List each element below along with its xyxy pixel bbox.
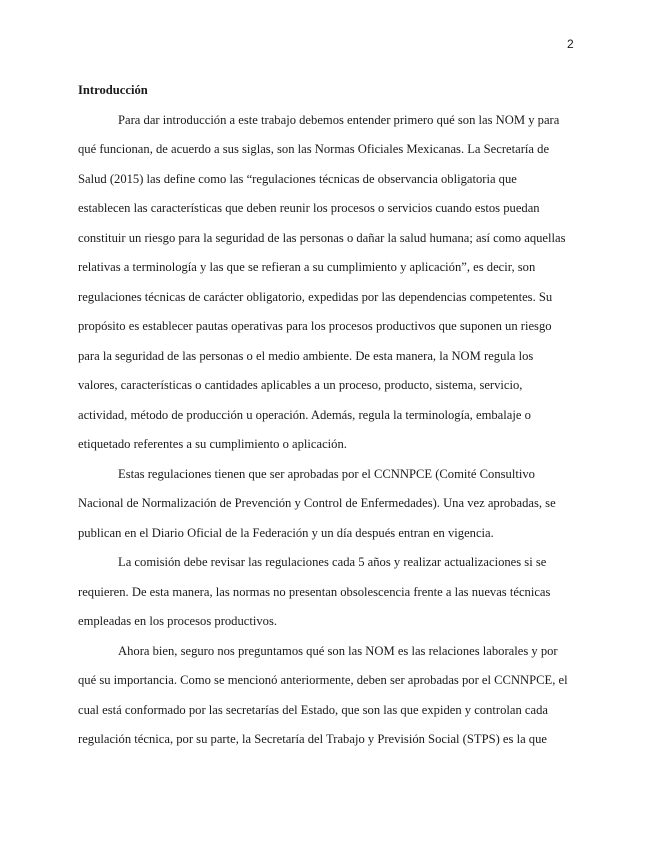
line: empleadas en los procesos productivos. [78, 614, 278, 628]
line: valores, características o cantidades aplicables a un proceso, producto, sistema, servicio, [78, 378, 523, 392]
paragraph-1 [78, 106, 576, 460]
line: etiquetado referentes a su cumplimiento o aplicación. [78, 437, 347, 451]
line: para la seguridad de las personas o el medio ambiente. De esta manera, la NOM regula los [78, 348, 534, 363]
line: establecen las características que deben reunir los procesos o servicios cuando estos puedan [78, 201, 540, 215]
line: regulaciones técnicas de carácter obligatorio, expedidas por las dependencias competentes. Su [78, 289, 553, 304]
line: Para dar introducción a este trabajo debemos entender primero qué son las NOM y para [118, 112, 560, 127]
line: constituir un riesgo para la seguridad de las personas o dañar la salud humana; así como aquellas [78, 230, 566, 245]
line: Ahora bien, seguro nos preguntamos qué son las NOM es las relaciones laborales y por [118, 643, 558, 658]
section-heading: Introducción [78, 83, 148, 97]
paragraph-3 [78, 548, 576, 637]
line: actividad, método de producción u operación. Además, regula la terminología, embalaje o [78, 407, 531, 422]
line: qué su importancia. Como se mencionó anteriormente, deben ser aprobadas por el CCNNPCE, el [78, 673, 568, 687]
line: relativas a terminología y las que se refieran a su cumplimiento y aplicación”, es decir, son [78, 260, 536, 274]
line: regulación técnica, por su parte, la Secretaría del Trabajo y Previsión Social (STPS) es la que [78, 732, 547, 746]
paragraph-2 [78, 460, 576, 549]
paragraph-4 [78, 637, 576, 755]
page-number: 2 [567, 37, 574, 51]
line: Salud (2015) las define como las “regulaciones técnicas de observancia obligatoria que [78, 171, 517, 186]
line: qué funcionan, de acuerdo a sus siglas, son las Normas Oficiales Mexicanas. La Secretaría de [78, 142, 550, 156]
line: Estas regulaciones tienen que ser aprobadas por el CCNNPCE (Comité Consultivo [118, 466, 535, 481]
line: cual está conformado por las secretarías del Estado, que son las que expiden y controlan cada [78, 702, 548, 717]
line: Nacional de Normalización de Prevención y Control de Enfermedades). Una vez aprobadas, se [78, 496, 556, 510]
line: La comisión debe revisar las regulaciones cada 5 años y realizar actualizaciones si se [118, 555, 547, 569]
line: publican en el Diario Oficial de la Federación y un día después entran en vigencia. [78, 525, 494, 540]
document-body [78, 76, 576, 755]
line: requieren. De esta manera, las normas no presentan obsolescencia frente a las nuevas técnicas [78, 584, 551, 599]
line: propósito es establecer pautas operativas para los procesos productivos que suponen un riesgo [78, 319, 552, 333]
